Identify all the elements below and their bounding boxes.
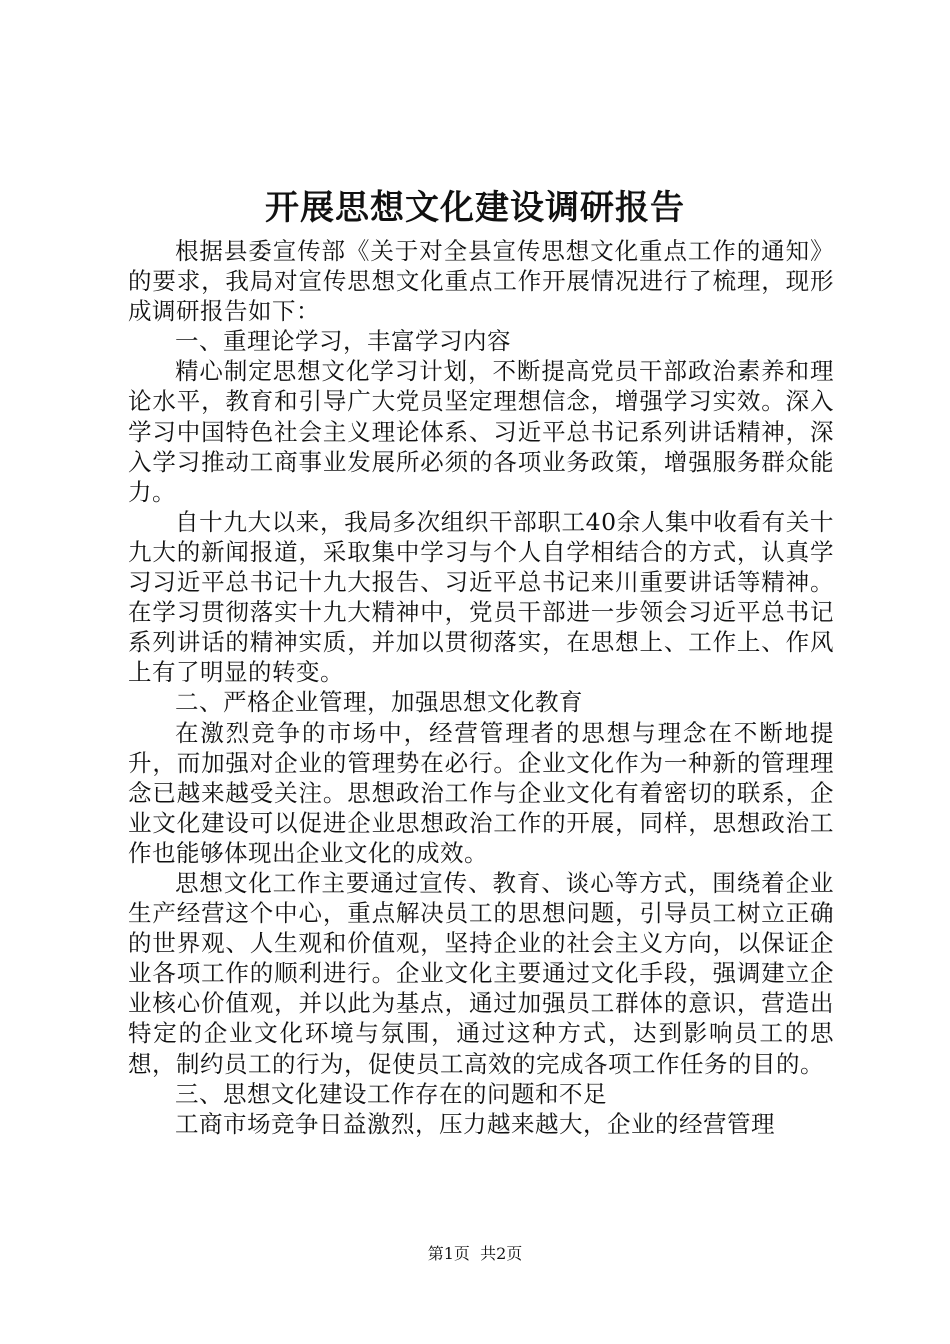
document-title: 开展思想文化建设调研报告 <box>265 188 685 228</box>
section-heading-3: 三、思想文化建设工作存在的问题和不足 <box>175 1079 607 1108</box>
paragraph: 工商市场竞争日益激烈，压力越来越大，企业的经营管理 <box>175 1109 775 1138</box>
page-footer <box>0 1243 950 1265</box>
paragraph-intro: 根据县委宣传部《关于对全县宣传思想文化重点工作的通知》的要求，我局对宣传思想文化重点工作开展情况进行了梳理，现形成调研报告如下： <box>128 237 834 326</box>
section-heading-2: 二、严格企业管理，加强思想文化教育 <box>175 688 583 717</box>
paragraph: 思想文化工作主要通过宣传、教育、谈心等方式，围绕着企业生产经营这个中心，重点解决员工的思想问题，引导员工树立正确的世界观、人生观和价值观，坚持企业的社会主义方向，以保证企业各项工作的顺利进行。企业文化主要通过文化手段，强调建立企业核心价值观，并以此为基点，通过加强员工群体的意识，营造出特定的企业文化环境与氛围，通过这种方式，达到影响员工的思想，制约员工的行为，促使员工高效的完成各项工作任务的目的。 <box>128 868 834 1078</box>
paragraph: 精心制定思想文化学习计划，不断提高党员干部政治素养和理论水平，教育和引导广大党员坚定理想信念，增强学习实效。深入学习中国特色社会主义理论体系、习近平总书记系列讲话精神，深入学习推动工商事业发展所必须的各项业务政策，增强服务群众能力。 <box>128 357 834 506</box>
paragraph: 在激烈竞争的市场中，经营管理者的思想与理念在不断地提升，而加强对企业的管理势在必行。企业文化作为一种新的管理理念已越来越受关注。思想政治工作与企业文化有着密切的联系，企业文化建设可以促进企业思想政治工作的开展，同样，思想政治工作也能够体现出企业文化的成效。 <box>128 718 834 867</box>
page-number-label: 第1页 共2页 <box>427 1244 523 1263</box>
section-heading-1: 一、重理论学习，丰富学习内容 <box>175 327 511 356</box>
document-body <box>128 236 834 1139</box>
paragraph: 自十九大以来，我局多次组织干部职工40余人集中收看有关十九大的新闻报道，采取集中学习与个人自学相结合的方式，认真学习习近平总书记十九大报告、习近平总书记来川重要讲话等精神。在学习贯彻落实十九大精神中，党员干部进一步领会习近平总书记系列讲话的精神实质，并加以贯彻落实，在思想上、工作上、作风上有了明显的转变。 <box>128 507 834 687</box>
